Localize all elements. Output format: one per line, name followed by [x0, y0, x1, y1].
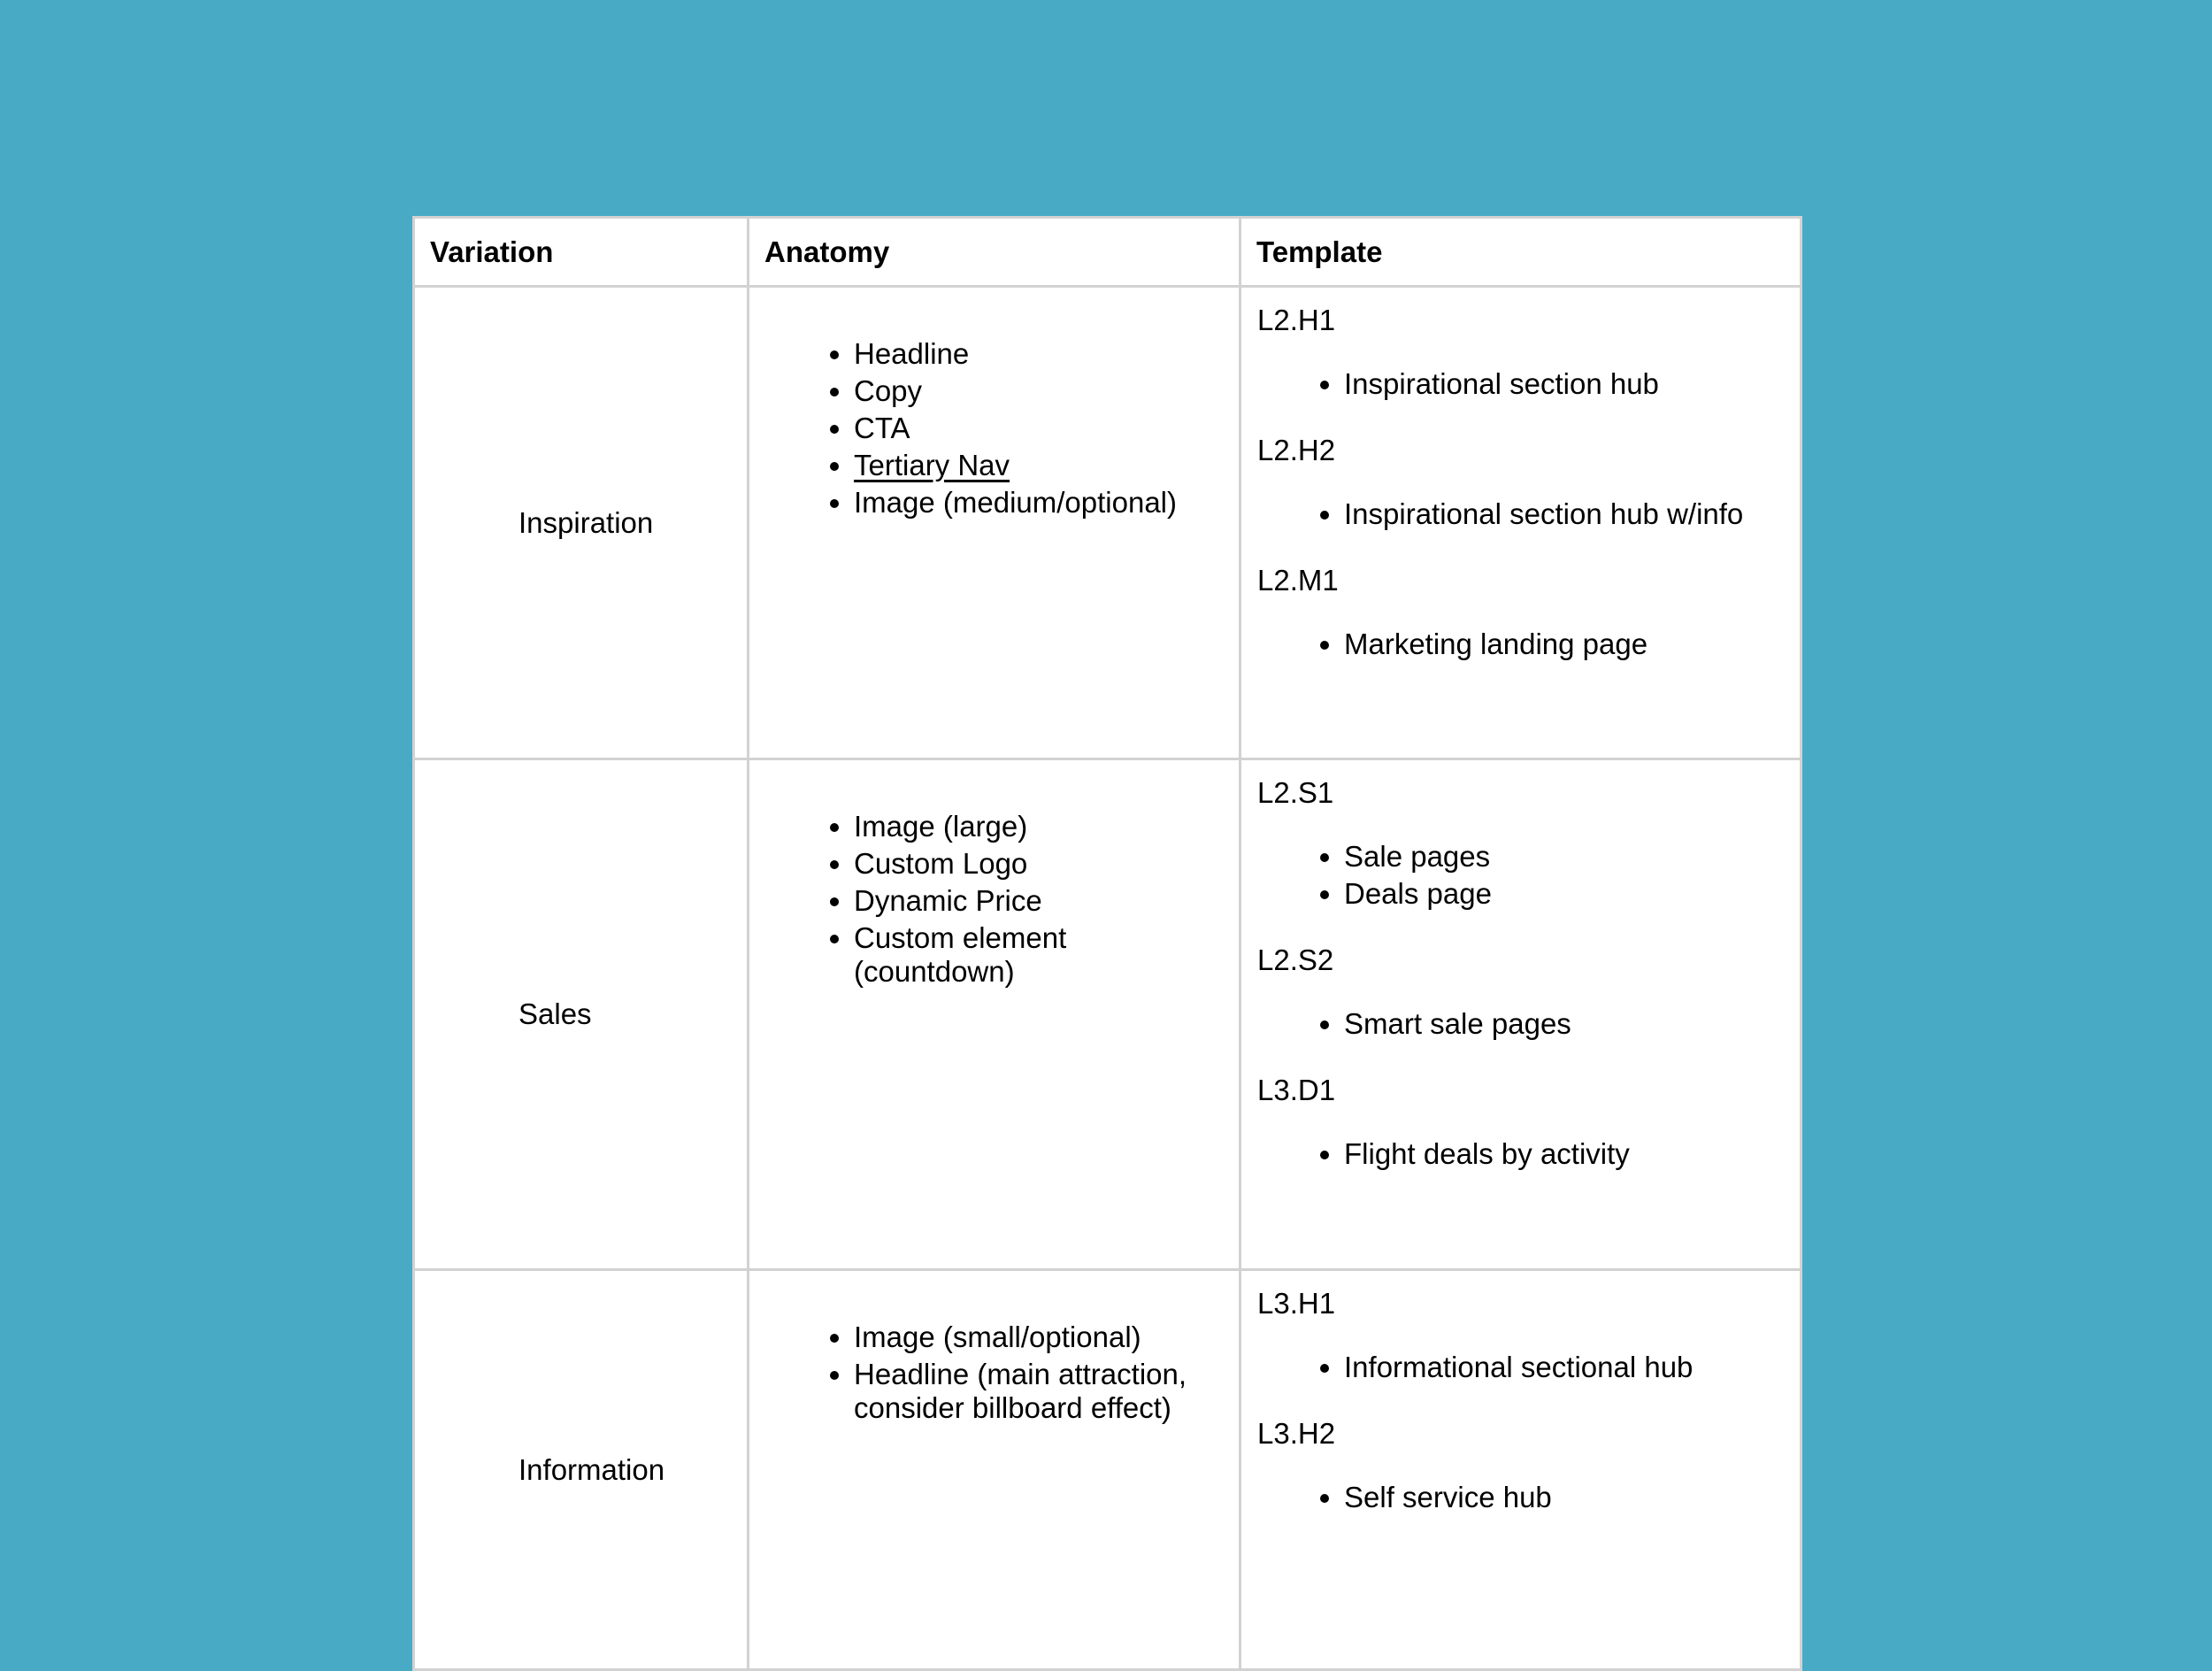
table-row-information — [414, 1270, 1801, 1670]
template-cell — [1240, 759, 1801, 1270]
column-header-template: Template — [1240, 218, 1801, 287]
template-list — [1257, 626, 1800, 663]
template-list — [1257, 1349, 1800, 1386]
template-item: • Inspirational section hub — [1344, 366, 1800, 403]
template-item: • Deals page — [1344, 875, 1800, 913]
template-item: • Marketing landing page — [1344, 626, 1800, 663]
anatomy-item: • Headline (main attraction, consider billboard effect) — [854, 1358, 1199, 1425]
table-row-sales — [414, 759, 1801, 1270]
template-item: • Self service hub — [1344, 1479, 1800, 1516]
template-code: L2.M1 — [1257, 564, 1339, 597]
template-list — [1257, 838, 1800, 913]
anatomy-item: • Copy — [854, 374, 1239, 408]
anatomy-item: • Image (small/optional) — [854, 1321, 1239, 1354]
template-item: • Flight deals by activity — [1344, 1136, 1800, 1173]
template-code: L2.H2 — [1257, 434, 1336, 466]
template-list — [1257, 496, 1800, 533]
anatomy-item: • Image (large) — [854, 810, 1239, 843]
template-code: L2.S1 — [1257, 776, 1334, 809]
anatomy-item: • Image (medium/optional) — [854, 486, 1239, 520]
anatomy-list — [749, 337, 1239, 520]
anatomy-cell — [749, 1270, 1240, 1670]
column-header-anatomy: Anatomy — [749, 218, 1240, 287]
tertiary-nav-link[interactable]: Tertiary Nav — [854, 449, 1010, 481]
variation-cell: Sales — [414, 759, 749, 1270]
variation-cell: Information — [414, 1270, 749, 1670]
anatomy-item: • CTA — [854, 412, 1239, 445]
anatomy-item — [854, 449, 1239, 482]
template-code: L3.H1 — [1257, 1287, 1336, 1320]
template-item: • Sale pages — [1344, 838, 1800, 875]
template-cell — [1240, 1270, 1801, 1670]
variation-table — [412, 216, 1802, 1671]
anatomy-list — [749, 1321, 1239, 1425]
template-list — [1257, 1136, 1800, 1173]
column-header-variation: Variation — [414, 218, 749, 287]
anatomy-cell — [749, 759, 1240, 1270]
template-code: L3.H2 — [1257, 1417, 1336, 1450]
template-item: • Inspirational section hub w/info — [1344, 496, 1800, 533]
anatomy-item: • Headline — [854, 337, 1239, 371]
template-item: • Smart sale pages — [1344, 1005, 1800, 1043]
table-header-row — [414, 218, 1801, 287]
template-code: L2.H1 — [1257, 304, 1336, 336]
anatomy-list — [749, 810, 1239, 989]
anatomy-cell — [749, 287, 1240, 759]
table-row-inspiration — [414, 287, 1801, 759]
anatomy-item: • Custom Logo — [854, 847, 1239, 881]
template-list — [1257, 366, 1800, 403]
template-code: L3.D1 — [1257, 1074, 1336, 1106]
template-cell — [1240, 287, 1801, 759]
variation-cell: Inspiration — [414, 287, 749, 759]
anatomy-item: • Dynamic Price — [854, 884, 1239, 918]
anatomy-item: • Custom element (countdown) — [854, 921, 1093, 989]
template-list — [1257, 1479, 1800, 1516]
template-item: • Informational sectional hub — [1344, 1349, 1800, 1386]
template-code: L2.S2 — [1257, 943, 1334, 976]
template-list — [1257, 1005, 1800, 1043]
